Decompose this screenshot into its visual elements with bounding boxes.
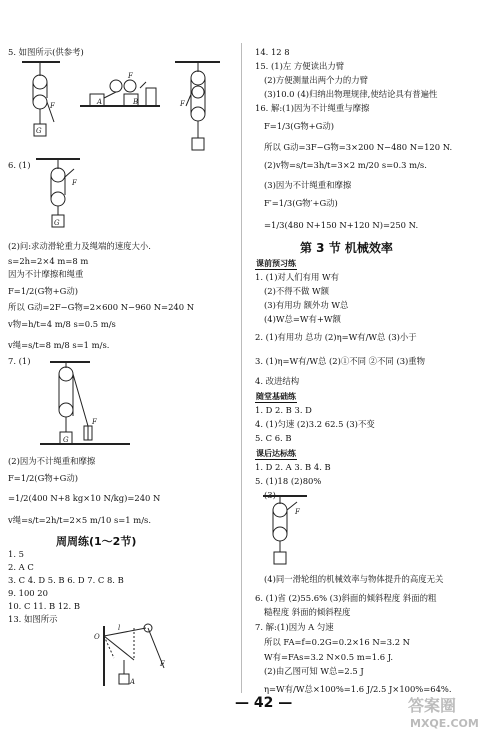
q7-line-b: =1/2(400 N+8 kg×10 N/kg)=240 N xyxy=(8,493,161,503)
after-class-7-d: η=W有/W总×100%=1.6 J/2.5 J×100%=64%. xyxy=(264,684,452,694)
q7-line-c: v绳=s/t=2h/t=2×5 m/10 s=1 m/s. xyxy=(8,515,152,525)
q15-line-2: (2)方便测量出两个力的力臂 xyxy=(264,75,368,85)
in-class-1: 1. D 2. B 3. D xyxy=(255,405,312,415)
after-class-6-2: 糙程度 斜面的倾斜程度 xyxy=(264,607,351,617)
after-class-7: 7. 解:(1)因为 A 匀速 xyxy=(255,622,334,632)
page-number: — 42 — xyxy=(235,695,293,711)
q6-figure xyxy=(30,155,90,233)
after-class-5-figure xyxy=(255,492,315,572)
section-title: 第 3 节 机械效率 xyxy=(300,241,393,255)
weekly-answer-3: 3. C 4. D 5. B 6. D 7. C 8. B xyxy=(8,575,124,585)
q16-line-b: 所以 G动=3F−G物=3×200 N−480 N=120 N. xyxy=(264,142,453,152)
q16-line-c: (2)v物=s/t=3h/t=3×2 m/20 s=0.3 m/s. xyxy=(264,160,427,170)
svg-text:F: F xyxy=(295,508,300,516)
svg-text:l: l xyxy=(118,624,121,632)
svg-text:答案圈: 答案圈 xyxy=(408,696,457,715)
after-class-6: 6. (1)省 (2)55.6% (3)斜面的倾斜程度 斜面的粗 xyxy=(255,593,437,603)
svg-text:O: O xyxy=(94,633,100,641)
preview-1: 1. (1)对人们有用 W有 xyxy=(255,272,340,282)
q15-line-1: 15. (1)左 方便读出力臂 xyxy=(255,61,345,71)
svg-text:A: A xyxy=(130,678,136,686)
svg-text:F: F xyxy=(92,418,97,426)
q7-line-2: (2)因为不计绳重和摩擦 xyxy=(8,456,96,466)
after-class-1: 1. D 2. A 3. B 4. B xyxy=(255,462,331,472)
weekly-answer-13: 13. 如图所示 xyxy=(8,614,58,624)
preview-1-3: (3)有用功 额外功 W总 xyxy=(264,300,349,310)
q6-line-a: s=2h=2×4 m=8 m xyxy=(8,256,89,266)
in-class-5: 5. C 6. B xyxy=(255,433,292,443)
svg-text:F: F xyxy=(50,102,55,110)
q7-figure xyxy=(30,358,140,454)
watermark-logo xyxy=(404,691,494,733)
q16-line-d: (3)因为不计绳重和摩擦 xyxy=(264,180,352,190)
weekly-answer-9: 9. 100 20 xyxy=(8,588,48,598)
svg-text:A: A xyxy=(97,98,103,106)
svg-text:G: G xyxy=(54,219,60,227)
q6-line-b: 因为不计摩擦和绳重 xyxy=(8,269,84,279)
in-class-4: 4. (1)匀速 (2)3.2 62.5 (3)不变 xyxy=(255,419,375,429)
svg-text:F: F xyxy=(180,100,185,108)
svg-text:G: G xyxy=(36,127,42,135)
badge-in-class-practice: 随堂基础练 xyxy=(256,392,296,401)
after-class-5: 5. (1)18 (2)80% xyxy=(255,476,322,486)
q16-line-f: =1/3(480 N+150 N+120 N)=250 N. xyxy=(264,220,419,230)
weekly-practice-title: 周周练(1～2节) xyxy=(56,535,137,548)
q6-line-f: v绳=s/t=8 m/8 s=1 m/s. xyxy=(8,340,110,350)
q7-label: 7. (1) xyxy=(8,356,31,366)
preview-2: 2. (1)有用功 总功 (2)η=W有/W总 (3)小于 xyxy=(255,332,417,342)
preview-3: 3. (1)η=W有/W总 (2)①不同 ②不同 (3)重物 xyxy=(255,356,426,366)
q16-line-a: F=1/3(G物+G动) xyxy=(264,121,334,131)
preview-4: 4. 改进结构 xyxy=(255,376,300,386)
q16-line: 16. 解:(1)因为不计绳重与摩擦 xyxy=(255,103,370,113)
svg-text:B: B xyxy=(133,98,139,106)
preview-1-4: (4)W总=W有+W额 xyxy=(264,314,341,324)
q6-label: 6. (1) xyxy=(8,160,31,170)
badge-after-class-practice: 课后达标练 xyxy=(256,449,296,458)
svg-text:MXQE.COM: MXQE.COM xyxy=(410,717,479,730)
after-class-5-4: (4)同一滑轮组的机械效率与物体提升的高度无关 xyxy=(264,574,444,584)
weekly-answer-2: 2. A C xyxy=(8,562,34,572)
q13-figure xyxy=(88,622,188,690)
after-class-7-b: W有=FAs=3.2 N×0.5 m=1.6 J. xyxy=(264,652,394,662)
svg-text:F: F xyxy=(72,179,77,187)
q6-line-d: 所以 G动=2F−G物=2×600 N−960 N=240 N xyxy=(8,302,195,312)
q5-figures xyxy=(20,58,232,158)
q6-line-e: v物=h/t=4 m/8 s=0.5 m/s xyxy=(8,319,116,329)
svg-text:F: F xyxy=(128,72,133,80)
q16-line-e: F′=1/3(G物′+G动) xyxy=(264,198,338,208)
q14-text: 14. 12 8 xyxy=(255,47,290,57)
q7-line-a: F=1/2(G物+G动) xyxy=(8,473,78,483)
badge-preview-practice: 课前预习练 xyxy=(256,259,296,268)
q5-text: 5. 如图所示(供参考) xyxy=(8,47,84,57)
weekly-answer-10: 10. C 11. B 12. B xyxy=(8,601,80,611)
after-class-5-3: (3) xyxy=(264,490,276,500)
after-class-7-c: (2)由乙图可知 W总=2.5 J xyxy=(264,666,364,676)
svg-text:G: G xyxy=(63,436,69,444)
q15-line-3: (3)10.0 (4)归纳出物理规律,使结论具有普遍性 xyxy=(264,89,438,99)
svg-text:F: F xyxy=(160,660,165,668)
weekly-answer-1: 1. 5 xyxy=(8,549,24,559)
column-divider xyxy=(241,43,242,693)
after-class-7-a: 所以 FA=f=0.2G=0.2×16 N=3.2 N xyxy=(264,637,411,647)
preview-1-2: (2)不得不做 W额 xyxy=(264,286,330,296)
q6-line-c: F=1/2(G物+G动) xyxy=(8,286,78,296)
q6-question: (2)问:求动滑轮重力及绳端的速度大小. xyxy=(8,241,151,251)
